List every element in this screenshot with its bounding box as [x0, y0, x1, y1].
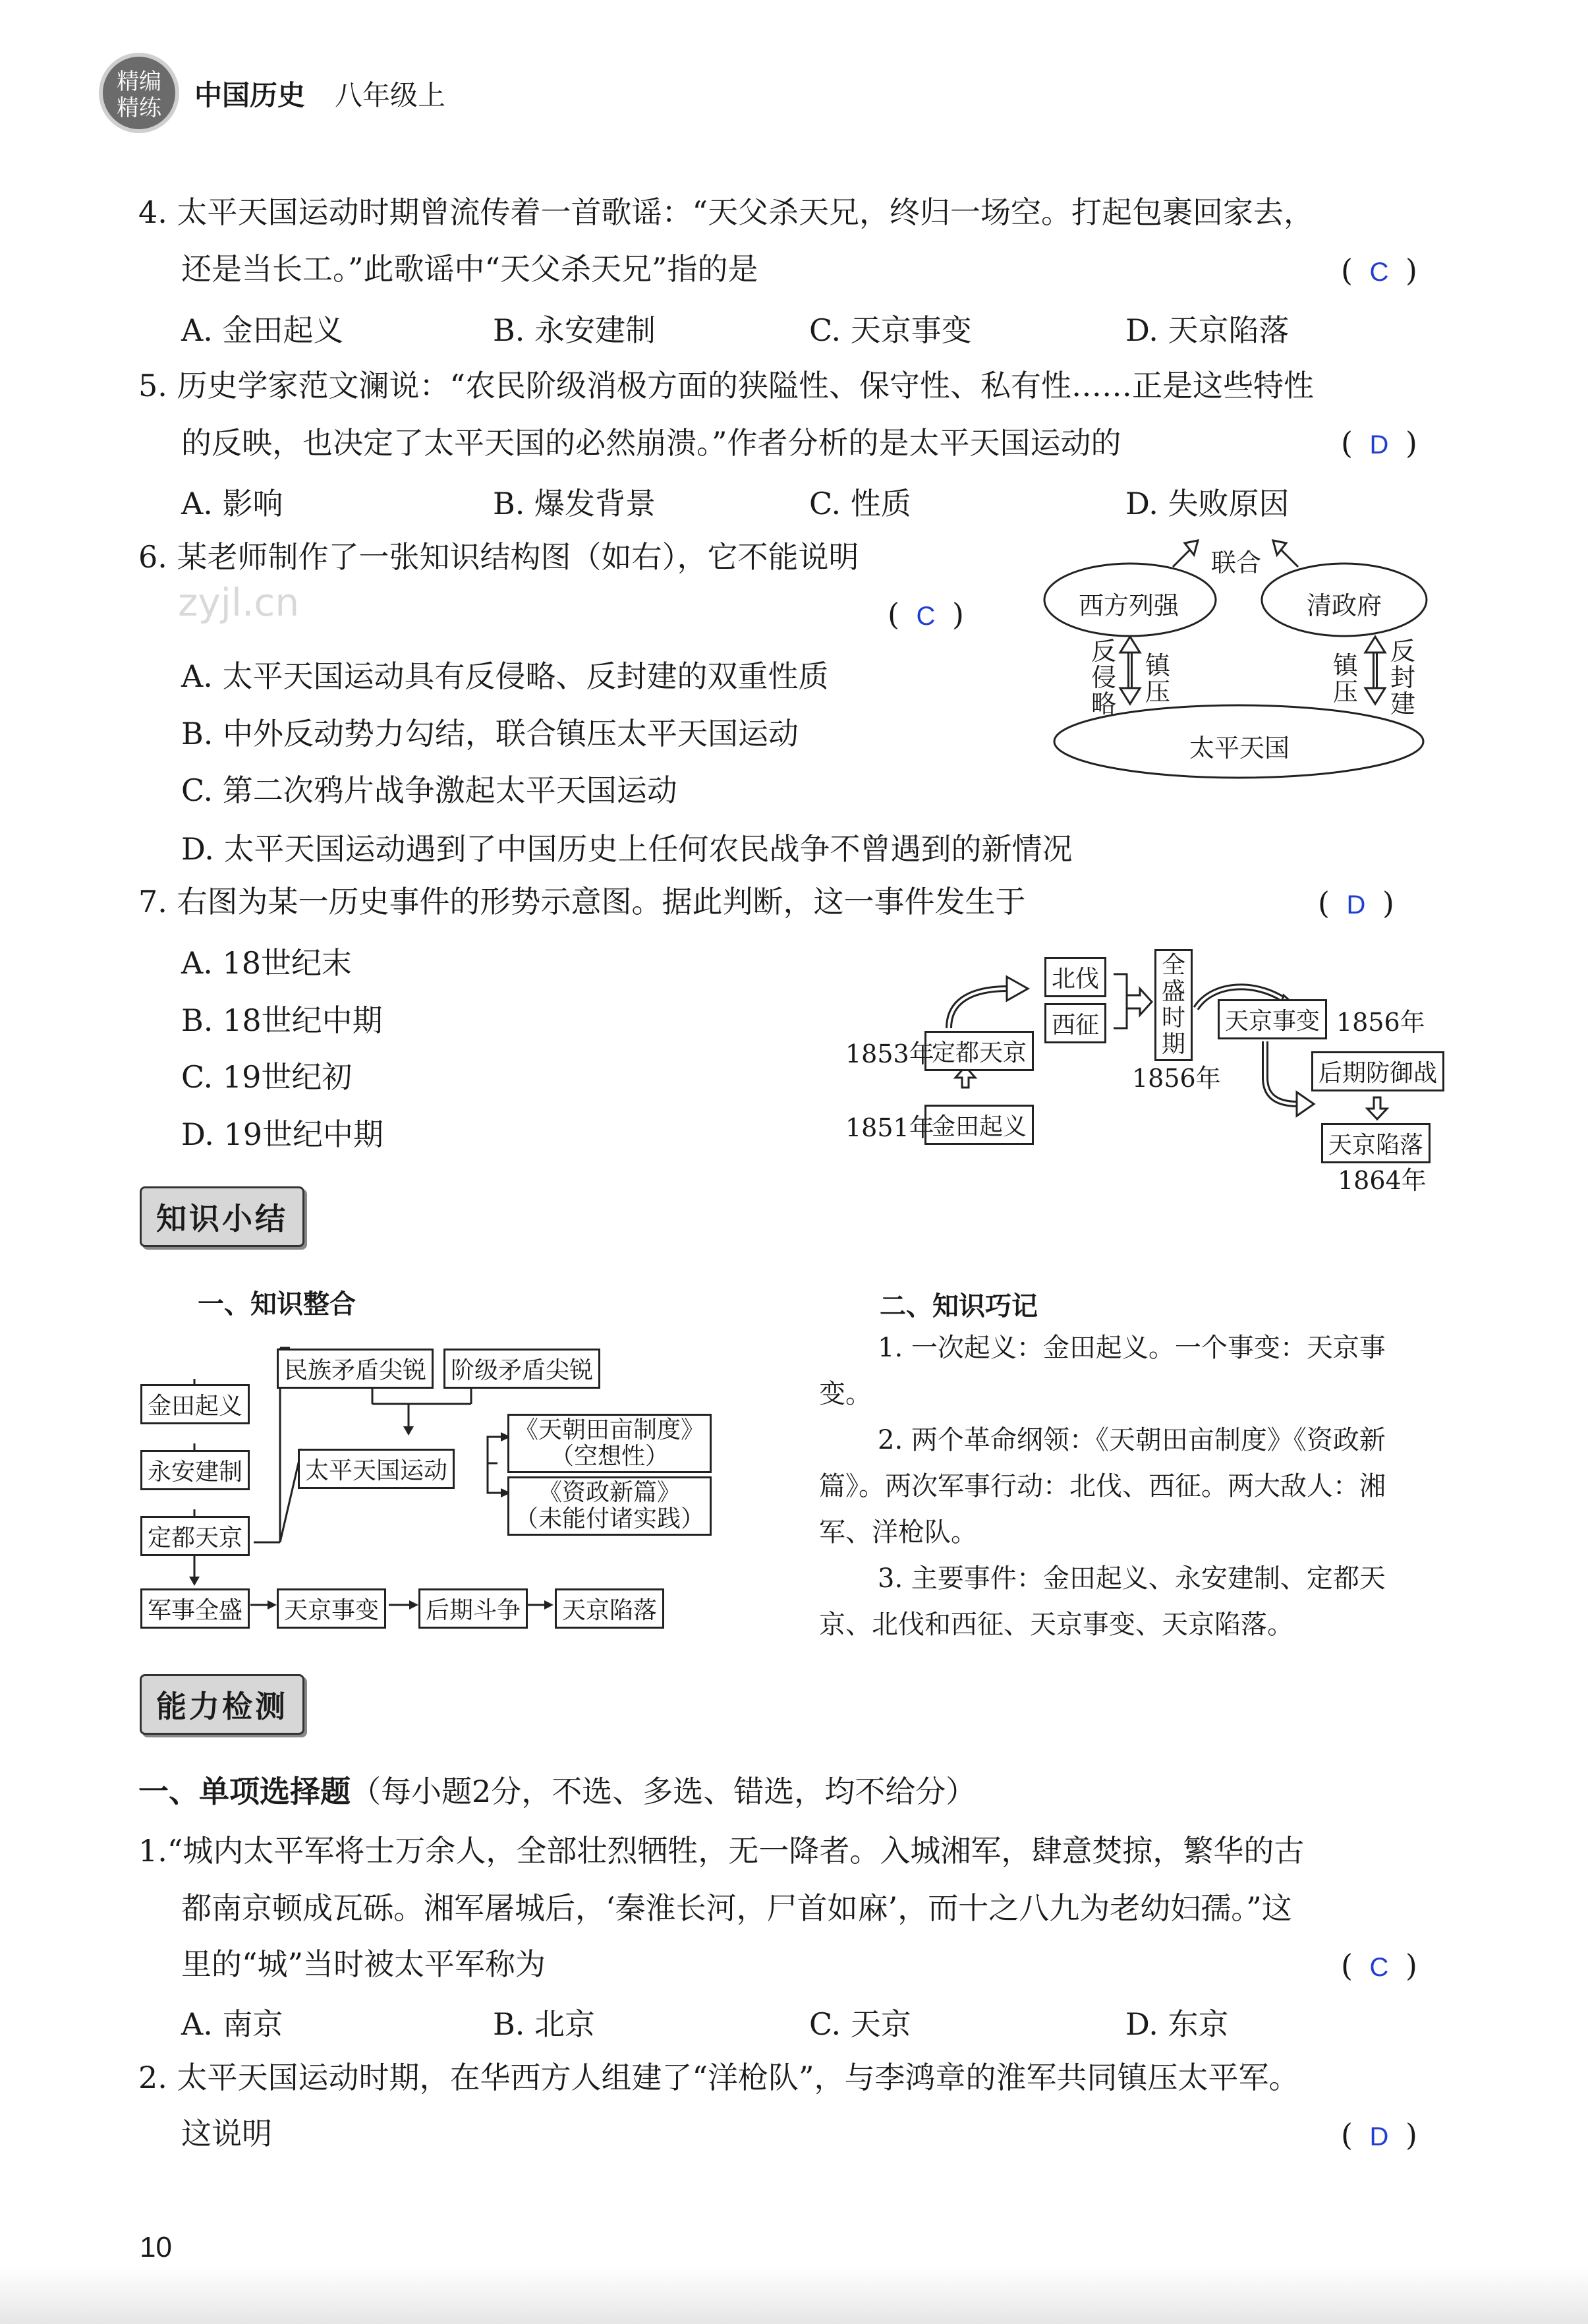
summary-tag: 知识小结 [140, 1186, 304, 1247]
t1-line1: 1.“城内太平军将士万余人，全部壮烈牺牲，无一降者。入城湘军，肆意焚掠，繁华的古 [138, 1833, 1305, 1869]
flow-tianchao-title: 《天朝田亩制度》 [515, 1416, 705, 1443]
q4-line1: 4. 太平天国运动时期曾流传着一首歌谣：“天父杀天兄，终归一场空。打起包裹回家去， [138, 194, 1315, 230]
summary-part2-title: 二、知识巧记 [880, 1291, 1038, 1322]
q7-node-quansheng: 全盛时期 [1154, 949, 1193, 1061]
t1-line3: 里的“城”当时被太平军称为 [181, 1946, 546, 1982]
q7-node-xianluo: 天京陷落 [1321, 1123, 1431, 1163]
note-line-3: 2. 两个革命纲领：《天朝田亩制度》《资政新 [878, 1425, 1386, 1455]
note-line-1: 1. 一次起义：金田起义。一个事变：天京事 [878, 1333, 1386, 1363]
q7-year-1851: 1851年 [845, 1113, 934, 1142]
test-tag: 能力检测 [140, 1674, 304, 1735]
note-line-5: 军、洋枪队。 [819, 1517, 977, 1548]
flow-zizheng-note: （未能付诸实践） [515, 1505, 705, 1532]
q7-node-beifa: 北伐 [1044, 957, 1106, 997]
q4-answer: ( C ) [1341, 252, 1417, 288]
q6-line1: 6. 某老师制作了一张知识结构图（如右），它不能说明 [138, 539, 859, 575]
flow-zizheng-title: 《资政新篇》 [538, 1479, 681, 1506]
q5-option-b: B. 爆发背景 [493, 486, 656, 521]
t1-option-b: B. 北京 [493, 2006, 596, 2042]
flow-houqi: 后期斗争 [418, 1588, 528, 1629]
summary-part1-title: 一、知识整合 [198, 1289, 356, 1320]
q6-node-west: 西方列强 [1079, 591, 1179, 620]
watermark: zyjl.cn [178, 580, 300, 625]
t1-option-d: D. 东京 [1125, 2006, 1229, 2042]
q4-option-a: A. 金田起义 [181, 312, 344, 348]
q4-option-c: C. 天京事变 [809, 312, 972, 348]
q7-node-houqi: 后期防御战 [1311, 1051, 1444, 1091]
q7-year-1853: 1853年 [845, 1039, 934, 1068]
note-line-6: 3. 主要事件：金田起义、永安建制、定都天 [878, 1563, 1386, 1594]
badge-line2: 精练 [117, 95, 161, 121]
q7-option-b: B. 18世纪中期 [181, 1002, 383, 1038]
q6-option-c: C. 第二次鸦片战争激起太平天国运动 [181, 772, 677, 808]
q5-line1: 5. 历史学家范文澜说：“农民阶级消极方面的狭隘性、保守性、私有性……正是这些特性 [138, 368, 1315, 403]
header-subject: 中国历史 [194, 79, 306, 111]
q4-line2: 还是当长工。”此歌谣中“天父杀天兄”指的是 [181, 251, 758, 287]
q5-option-a: A. 影响 [181, 486, 283, 521]
header-badge [99, 53, 179, 133]
q5-line2: 的反映，也决定了太平天国的必然崩溃。”作者分析的是太平天国运动的 [181, 425, 1121, 461]
flow-shibian: 天京事变 [277, 1588, 386, 1629]
q7-year-1856b: 1856年 [1336, 1008, 1425, 1037]
header-grade: 八年级上 [335, 79, 446, 111]
q7-option-d: D. 19世纪中期 [181, 1117, 384, 1152]
q5-option-d: D. 失败原因 [1125, 486, 1290, 521]
q6-answer: ( C ) [888, 596, 964, 632]
t2-answer: ( D ) [1341, 2117, 1417, 2153]
q6-label-suppress-right: 镇压 [1333, 651, 1359, 707]
t1-option-a: A. 南京 [181, 2006, 283, 2042]
q4-option-b: B. 永安建制 [493, 312, 656, 348]
q7-option-c: C. 19世纪初 [181, 1059, 353, 1095]
flow-zizheng [507, 1476, 712, 1536]
q7-option-a: A. 18世纪末 [181, 945, 352, 981]
q7-node-jintian: 金田起义 [924, 1105, 1034, 1145]
flow-yundong: 太平天国运动 [298, 1449, 455, 1489]
flow-dingdu: 定都天京 [140, 1516, 250, 1556]
t1-answer: ( C ) [1341, 1948, 1417, 1983]
q6-option-b: B. 中外反动势力勾结，联合镇压太平天国运动 [181, 716, 799, 751]
q6-label-suppress-left: 镇压 [1145, 651, 1171, 707]
t2-line1: 2. 太平天国运动时期，在华西方人组建了“洋枪队”，与李鸿章的淮军共同镇压太平军。 [138, 2060, 1299, 2095]
q7-line1: 7. 右图为某一历史事件的形势示意图。据此判断，这一事件发生于 [138, 884, 1026, 919]
q7-year-1856a: 1856年 [1132, 1064, 1221, 1093]
flow-xianluo: 天京陷落 [555, 1588, 664, 1629]
q6-label-unite: 联合 [1211, 548, 1262, 577]
flow-minzu: 民族矛盾尖锐 [277, 1349, 434, 1389]
flow-tianchao [507, 1414, 712, 1473]
flow-jieji: 阶级矛盾尖锐 [443, 1349, 600, 1389]
q7-node-xizheng: 西征 [1044, 1003, 1106, 1043]
note-line-7: 京、北伐和西征、天京事变、天京陷落。 [819, 1610, 1293, 1640]
q6-node-taiping: 太平天国 [1189, 734, 1290, 763]
test-section-note: （每小题2分，不选、多选、错选，均不给分） [351, 1774, 977, 1809]
q4-option-d: D. 天京陷落 [1125, 312, 1290, 348]
q5-answer: ( D ) [1341, 425, 1417, 461]
t2-line2: 这说明 [181, 2116, 272, 2151]
q6-option-a: A. 太平天国运动具有反侵略、反封建的双重性质 [181, 658, 829, 694]
q7-node-dingdu: 定都天京 [924, 1031, 1034, 1071]
q6-label-anti-invasion: 反侵略 [1091, 637, 1117, 718]
badge-line1: 精编 [117, 69, 161, 95]
note-line-4: 篇》。两次军事行动：北伐、西征。两大敌人：湘 [819, 1471, 1386, 1501]
q6-label-anti-feudal: 反封建 [1390, 637, 1416, 718]
flow-junshi: 军事全盛 [140, 1588, 250, 1629]
q7-answer: ( D ) [1318, 885, 1394, 921]
flow-jintian: 金田起义 [140, 1384, 250, 1424]
test-section-heading [138, 1772, 976, 1811]
q7-year-1864: 1864年 [1338, 1166, 1427, 1195]
q6-node-qing: 清政府 [1307, 591, 1382, 620]
t1-line2: 都南京顿成瓦砾。湘军屠城后，‘秦淮长河，尸首如麻’，而十之八九为老幼妇孺。”这 [181, 1890, 1292, 1926]
flow-yongan: 永安建制 [140, 1450, 250, 1490]
q5-option-c: C. 性质 [809, 486, 911, 521]
t1-option-c: C. 天京 [809, 2006, 911, 2042]
page-number: 10 [140, 2231, 172, 2263]
flow-tianchao-note: （空想性） [550, 1443, 669, 1470]
footer-shading [0, 2267, 1588, 2324]
q7-node-shibian: 天京事变 [1218, 999, 1327, 1039]
test-section-title: 一、单项选择题 [138, 1774, 351, 1809]
q6-option-d: D. 太平天国运动遇到了中国历史上任何农民战争不曾遇到的新情况 [181, 831, 1073, 867]
note-line-2: 变。 [819, 1379, 872, 1409]
